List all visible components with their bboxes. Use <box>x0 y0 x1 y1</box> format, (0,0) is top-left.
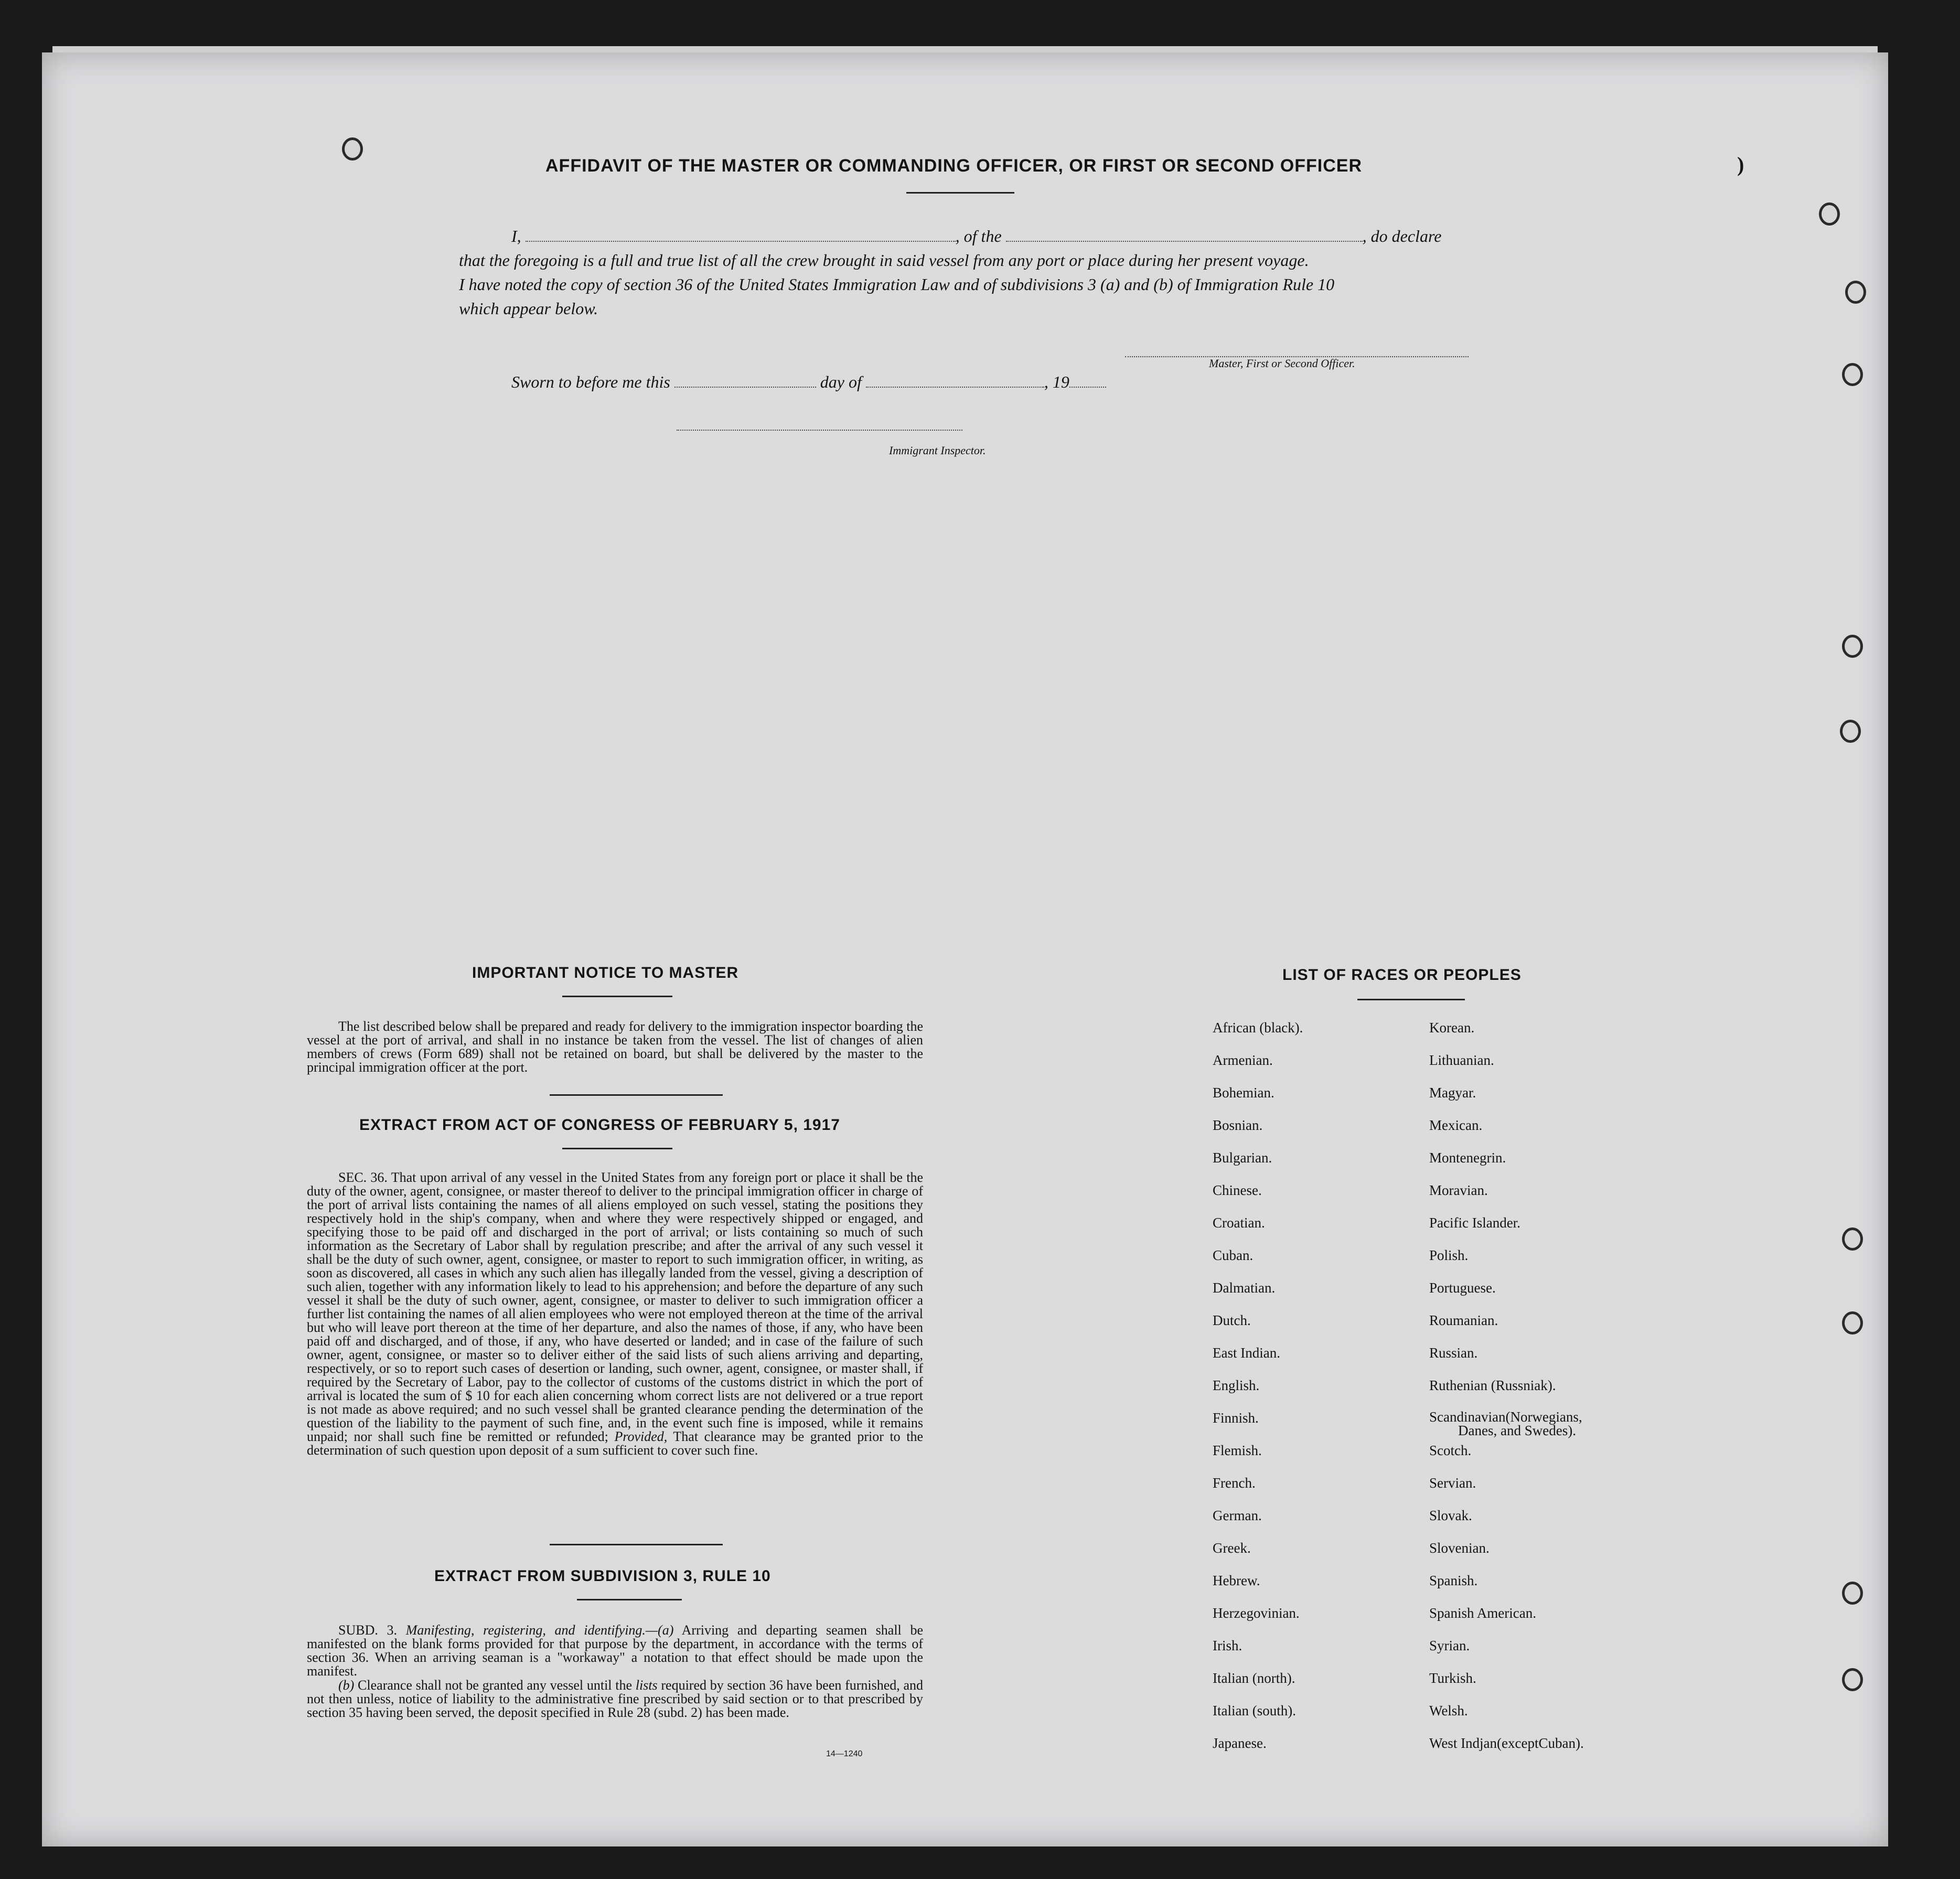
race-item: Chinese. <box>1213 1182 1262 1198</box>
lists-word: lists <box>635 1678 658 1693</box>
race-item: East Indian. <box>1213 1345 1280 1361</box>
subd-3b-label: (b) <box>338 1678 355 1693</box>
race-item: Portuguese. <box>1429 1280 1496 1296</box>
race-item: Bulgarian. <box>1213 1150 1272 1166</box>
race-item: Scotch. <box>1429 1443 1472 1458</box>
punch-hole <box>1819 202 1840 226</box>
act-title: EXTRACT FROM ACT OF CONGRESS OF FEBRUARY 5, 1917 <box>359 1116 840 1134</box>
races-title: LIST OF RACES OR PEOPLES <box>1282 966 1522 984</box>
race-item: Italian (north). <box>1213 1670 1295 1686</box>
affidavit-line-1 <box>511 227 1441 246</box>
punch-hole <box>1842 363 1863 386</box>
notice-title-rule <box>562 996 672 997</box>
race-item-scandinavian-sub: Danes, and Swedes). <box>1458 1423 1576 1438</box>
races-title-rule <box>1357 999 1465 1000</box>
race-item: Bosnian. <box>1213 1117 1263 1133</box>
inspector-label: Immigrant Inspector. <box>889 444 986 457</box>
race-item: Syrian. <box>1429 1638 1470 1653</box>
punch-hole <box>1842 1582 1863 1605</box>
declarant-name-field[interactable] <box>526 240 956 242</box>
affidavit-line-3: I have noted the copy of section 36 of the United States Immigration Law and of subdivisions 3 (a) and (b) of Immigration Rule 10 <box>459 275 1335 294</box>
sworn-prefix: Sworn to before me this <box>511 372 670 391</box>
race-item: Finnish. <box>1213 1410 1259 1426</box>
declare-label: , do declare <box>1362 227 1442 245</box>
race-item: Polish. <box>1429 1247 1469 1263</box>
affidavit-title-rule <box>906 192 1014 194</box>
punch-hole <box>1845 281 1866 304</box>
race-item: Magyar. <box>1429 1085 1476 1101</box>
races-column-2 <box>1429 1020 1584 1768</box>
sworn-year-label: , 19 <box>1044 372 1069 391</box>
subd-3-label: SUBD. 3. <box>338 1622 398 1638</box>
race-item: Slovak. <box>1429 1508 1472 1523</box>
race-item: French. <box>1213 1475 1256 1491</box>
race-item: Turkish. <box>1429 1670 1476 1686</box>
sworn-day-field[interactable] <box>674 386 816 388</box>
race-item: Ruthenian (Russniak). <box>1429 1378 1556 1393</box>
race-item: Korean. <box>1429 1020 1475 1035</box>
notice-text: The list described below shall be prepared and ready for delivery to the immigration inspector boarding the vessel at the port of arrival, and shall in no instance be taken from the vessel. The list of changes of alien members of crews (Form 689) shall not be retained on board, but shall be delivered by the master to the principal immigration officer at the port. <box>307 1019 923 1075</box>
race-item: Pacific Islander. <box>1429 1215 1520 1231</box>
inspector-signature-field[interactable] <box>677 429 962 431</box>
subd-3b-body-2: required by section 36 have been furnished, and not then unless, notice of liability to the administrative fine prescribed by said section or to that prescribed by section 35 having been served, the deposit specified in Rule 28 (subd. 2) has been made. <box>307 1678 924 1720</box>
form-code: 14—1240 <box>826 1749 863 1758</box>
affidavit-title: AFFIDAVIT OF THE MASTER OR COMMANDING OFFICER, OR FIRST OR SECOND OFFICER <box>545 156 1362 176</box>
of-the-label: , of the <box>955 227 1002 245</box>
declarant-prefix: I, <box>511 227 521 245</box>
sec-36-label: SEC. 36. <box>338 1170 388 1185</box>
race-item: Servian. <box>1429 1475 1476 1491</box>
race-item: Japanese. <box>1213 1735 1267 1751</box>
notice-title: IMPORTANT NOTICE TO MASTER <box>472 964 739 981</box>
race-item: Hebrew. <box>1213 1573 1260 1588</box>
sec-36-proviso: That clearance may be granted prior to the determination of such question upon deposit of a sum sufficient to cover such fine. <box>307 1429 924 1458</box>
rule-text-a <box>307 1624 923 1678</box>
race-item: Montenegrin. <box>1429 1150 1506 1166</box>
race-item: Irish. <box>1213 1638 1243 1653</box>
sec-36-body: That upon arrival of any vessel in the United States from any foreign port or place it shall be the duty of the owner, agent, consignee, or master thereof to deliver to the principal immigration officer in charge of the port of arrival lists containing the names of all aliens employed on such vessel, stating the positions they respectively hold in the ship's company, when and where they were respectively shipped or engaged, and specifying those to be paid off and discharged in the port of arrival; or lists containing so much of such information as the Secretary of Labor shall by regulation prescribe; and after the arrival of any such vessel it shall be the duty of such owner, agent, consignee, or master to report to such immigration officer, in writing, as soon as discovered, all cases in which any such alien has illegally landed from the vessel, giving a description of such alien, together with any information likely to lead to his apprehension; and before the departure of any such vessel it shall be the duty of such owner, agent, consignee, or master to deliver to such immigration officer a further list containing the names of all alien employees who were not employed thereon at the time of the arrival but who will leave port thereon at the time of her departure, and also the names of those, if any, who have been paid off and discharged, and of those, if any, who have deserted or landed; and in case of the failure of such owner, agent, consignee, or master so to deliver either of the said lists of such aliens arriving and departing, respectively, or so to report such cases of desertion or landing, such owner, agent, consignee, or master shall, if required by the Secretary of Labor, pay to the collector of customs of the customs district in which the port of arrival is located the sum of $ 10 for each alien concerning whom correct lists are not delivered or a true report is not made as above required; and no such vessel shall be granted clearance pending the determination of the question of the liability to the payment of such fine, and, in the event such fine is imposed, while it remains unpaid; nor shall such fine be remitted or refunded; <box>307 1170 924 1444</box>
race-item: Flemish. <box>1213 1443 1262 1458</box>
race-item: Dutch. <box>1213 1312 1251 1328</box>
races-column-1 <box>1213 1020 1303 1768</box>
race-item: German. <box>1213 1508 1262 1523</box>
race-item: Moravian. <box>1429 1182 1488 1198</box>
race-item: Roumanian. <box>1429 1312 1498 1328</box>
rule-title: EXTRACT FROM SUBDIVISION 3, RULE 10 <box>434 1567 771 1585</box>
sworn-line <box>511 372 1106 392</box>
punch-hole <box>1842 635 1863 658</box>
race-item: Dalmatian. <box>1213 1280 1276 1296</box>
subd-3a-body: Arriving and departing seamen shall be manifested on the blank forms provided for that purpose by the department, in accordance with the terms of section 36. When an arriving seaman is a "workaway" a notation to that effect should be made upon the manifest. <box>307 1622 924 1679</box>
race-item: Lithuanian. <box>1429 1052 1494 1068</box>
race-item: Mexican. <box>1429 1117 1483 1133</box>
race-item: English. <box>1213 1378 1260 1393</box>
notice-section-rule <box>550 1094 723 1096</box>
affidavit-line-4: which appear below. <box>459 299 598 318</box>
margin-mark: ) <box>1737 153 1744 176</box>
race-item: West Indjan(exceptCuban). <box>1429 1735 1584 1751</box>
punch-hole <box>1842 1668 1863 1691</box>
vessel-name-field[interactable] <box>1006 240 1363 242</box>
race-item: Armenian. <box>1213 1052 1273 1068</box>
race-item-scandinavian: Scandinavian(Norwegians, <box>1429 1409 1582 1425</box>
race-item: Russian. <box>1429 1345 1478 1361</box>
race-item: Spanish American. <box>1429 1605 1536 1621</box>
subd-3-heading: Manifesting, registering, and identifying.—(a) <box>405 1622 674 1638</box>
race-item: Herzegovinian. <box>1213 1605 1300 1621</box>
race-item: Bohemian. <box>1213 1085 1274 1101</box>
race-item <box>1429 1410 1584 1443</box>
subd-3b-body-1: Clearance shall not be granted any vessel until the <box>358 1678 633 1693</box>
race-item: Greek. <box>1213 1540 1251 1556</box>
race-item: Spanish. <box>1429 1573 1478 1588</box>
sworn-year-field[interactable] <box>1069 386 1106 388</box>
race-item: Italian (south). <box>1213 1703 1296 1718</box>
act-section-rule <box>550 1544 723 1545</box>
act-text <box>307 1171 923 1457</box>
punch-hole <box>342 137 363 161</box>
affidavit-line-2: that the foregoing is a full and true list of all the crew brought in said vessel from any port or place during her present voyage. <box>459 251 1309 270</box>
race-item: Slovenian. <box>1429 1540 1490 1556</box>
race-item: African (black). <box>1213 1020 1303 1035</box>
master-signature-label: Master, First or Second Officer. <box>1209 357 1355 370</box>
race-item: Cuban. <box>1213 1247 1254 1263</box>
punch-hole <box>1840 720 1861 743</box>
race-item: Croatian. <box>1213 1215 1265 1231</box>
provided-word: Provided, <box>614 1429 668 1444</box>
form-page <box>42 52 1888 1846</box>
rule-text-b <box>307 1679 923 1720</box>
act-title-rule <box>562 1148 672 1149</box>
rule-title-rule <box>577 1599 682 1600</box>
race-item: Welsh. <box>1429 1703 1468 1718</box>
punch-hole <box>1842 1311 1863 1334</box>
sworn-month-field[interactable] <box>866 386 1044 388</box>
punch-hole <box>1842 1227 1863 1251</box>
sworn-day-label: day of <box>820 372 862 391</box>
